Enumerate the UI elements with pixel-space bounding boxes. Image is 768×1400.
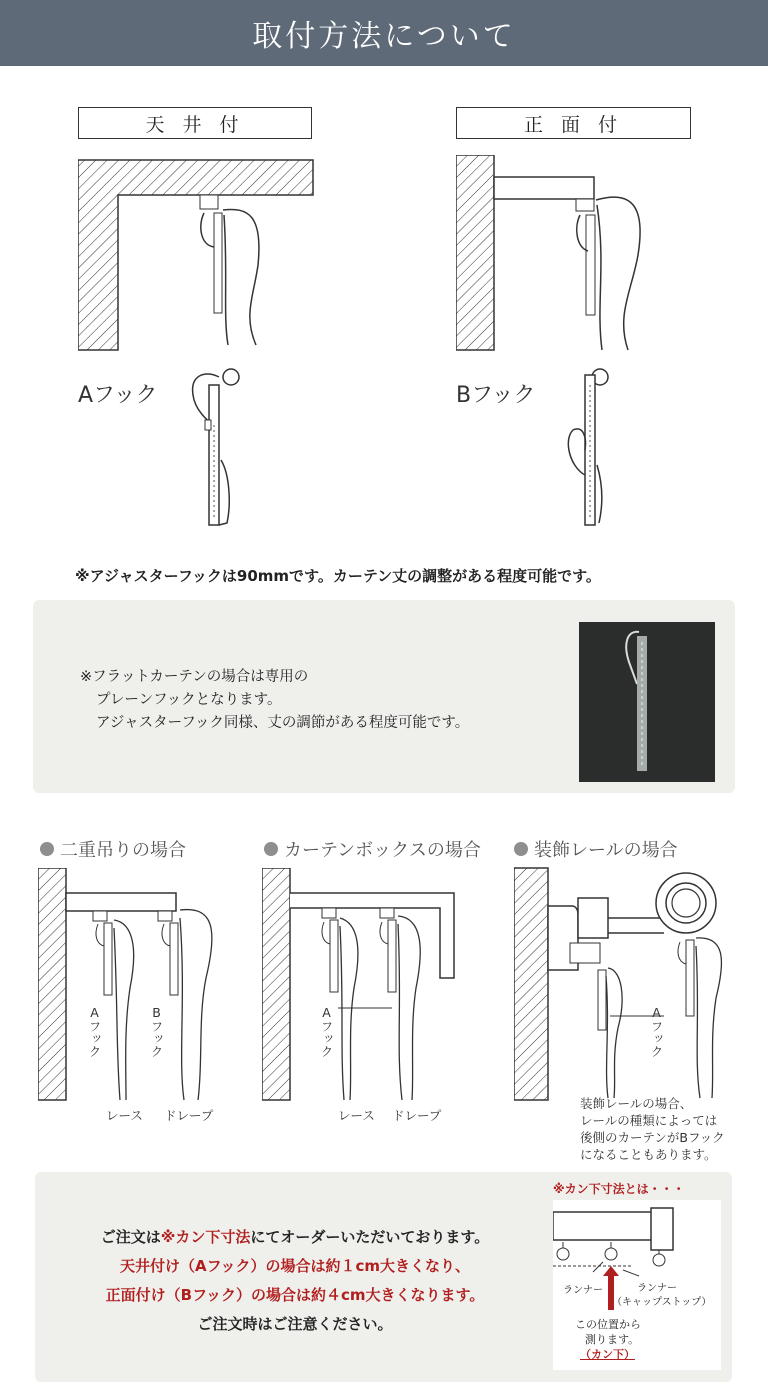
- page-header: [0, 0, 768, 66]
- order-line1-c: にてオーダーいただいております。: [250, 1228, 490, 1246]
- flat-note-line2: プレーンフックとなります。: [96, 692, 282, 708]
- ceiling-mount-label: 天 井 付: [78, 107, 312, 139]
- flat-note-line1: ※フラットカーテンの場合は専用の: [80, 669, 309, 685]
- box-lace-label: レース: [338, 1108, 375, 1123]
- adjuster-note: ※アジャスターフックは90mmです。カーテン丈の調整がある程度可能です。: [75, 567, 601, 585]
- hook-b-label: Bフック: [456, 383, 536, 408]
- box-title: カーテンボックスの場合: [284, 840, 481, 861]
- order-line4: ご注文時はご注意ください。: [197, 1315, 393, 1333]
- order-line3: 正面付け（Bフック）の場合は約４cm大きくなります。: [105, 1286, 485, 1304]
- double-header: [40, 836, 186, 862]
- hook-a-icon: [185, 365, 245, 535]
- box-drape-label: ドレープ: [392, 1108, 442, 1123]
- front-mount-diagram: [456, 155, 696, 355]
- deco-hook-a-label: Aフック: [649, 1005, 664, 1058]
- deco-title: 装飾レールの場合: [534, 840, 678, 861]
- double-title: 二重吊りの場合: [60, 840, 186, 861]
- double-hook-a-label: Aフック: [87, 1005, 102, 1058]
- kan-measure2: 測ります。: [585, 1333, 640, 1346]
- box-header: [264, 836, 481, 862]
- front-mount-label: 正 面 付: [456, 107, 691, 139]
- plain-hook-photo: [579, 622, 715, 782]
- order-line1-b: ※カン下寸法: [160, 1228, 251, 1246]
- kan-title: ※カン下寸法とは・・・: [553, 1182, 685, 1196]
- bullet-icon: [40, 842, 54, 856]
- hook-b-icon: [555, 365, 615, 535]
- kan-runner-label: ランナー: [563, 1285, 603, 1296]
- order-line1-a: ご注文は: [100, 1228, 161, 1246]
- double-drape-label: ドレープ: [164, 1108, 214, 1123]
- kan-capstop-label: （キャップストップ）: [612, 1297, 712, 1308]
- deco-note-line1: 装飾レールの場合、: [580, 1096, 693, 1111]
- ceiling-mount-diagram: [78, 155, 318, 355]
- bullet-icon: [514, 842, 528, 856]
- flat-note-line3: アジャスターフック同様、丈の調節がある程度可能です。: [96, 715, 470, 731]
- bullet-icon: [264, 842, 278, 856]
- kan-measure3: （カン下）: [580, 1348, 635, 1361]
- hook-a-label: Aフック: [78, 383, 158, 408]
- kan-measure1: この位置から: [575, 1318, 641, 1331]
- double-lace-label: レース: [106, 1108, 143, 1123]
- deco-rail-diagram: [514, 858, 734, 1108]
- kan-runner2-label: ランナー: [637, 1283, 677, 1294]
- order-line1: [50, 1223, 540, 1251]
- box-hook-a-label: Aフック: [319, 1005, 334, 1058]
- double-hook-b-label: Bフック: [149, 1005, 164, 1058]
- order-line2: 天井付け（Aフック）の場合は約１cm大きくなり、: [119, 1257, 471, 1275]
- curtain-box-diagram: [262, 868, 462, 1108]
- deco-note-line2: レールの種類によっては: [580, 1113, 718, 1128]
- deco-note-line4: になることもあります。: [580, 1147, 717, 1162]
- deco-note-line3: 後側のカーテンがBフック: [580, 1130, 725, 1145]
- page-title: 取付方法について: [252, 19, 516, 54]
- double-rail-diagram: [38, 868, 238, 1108]
